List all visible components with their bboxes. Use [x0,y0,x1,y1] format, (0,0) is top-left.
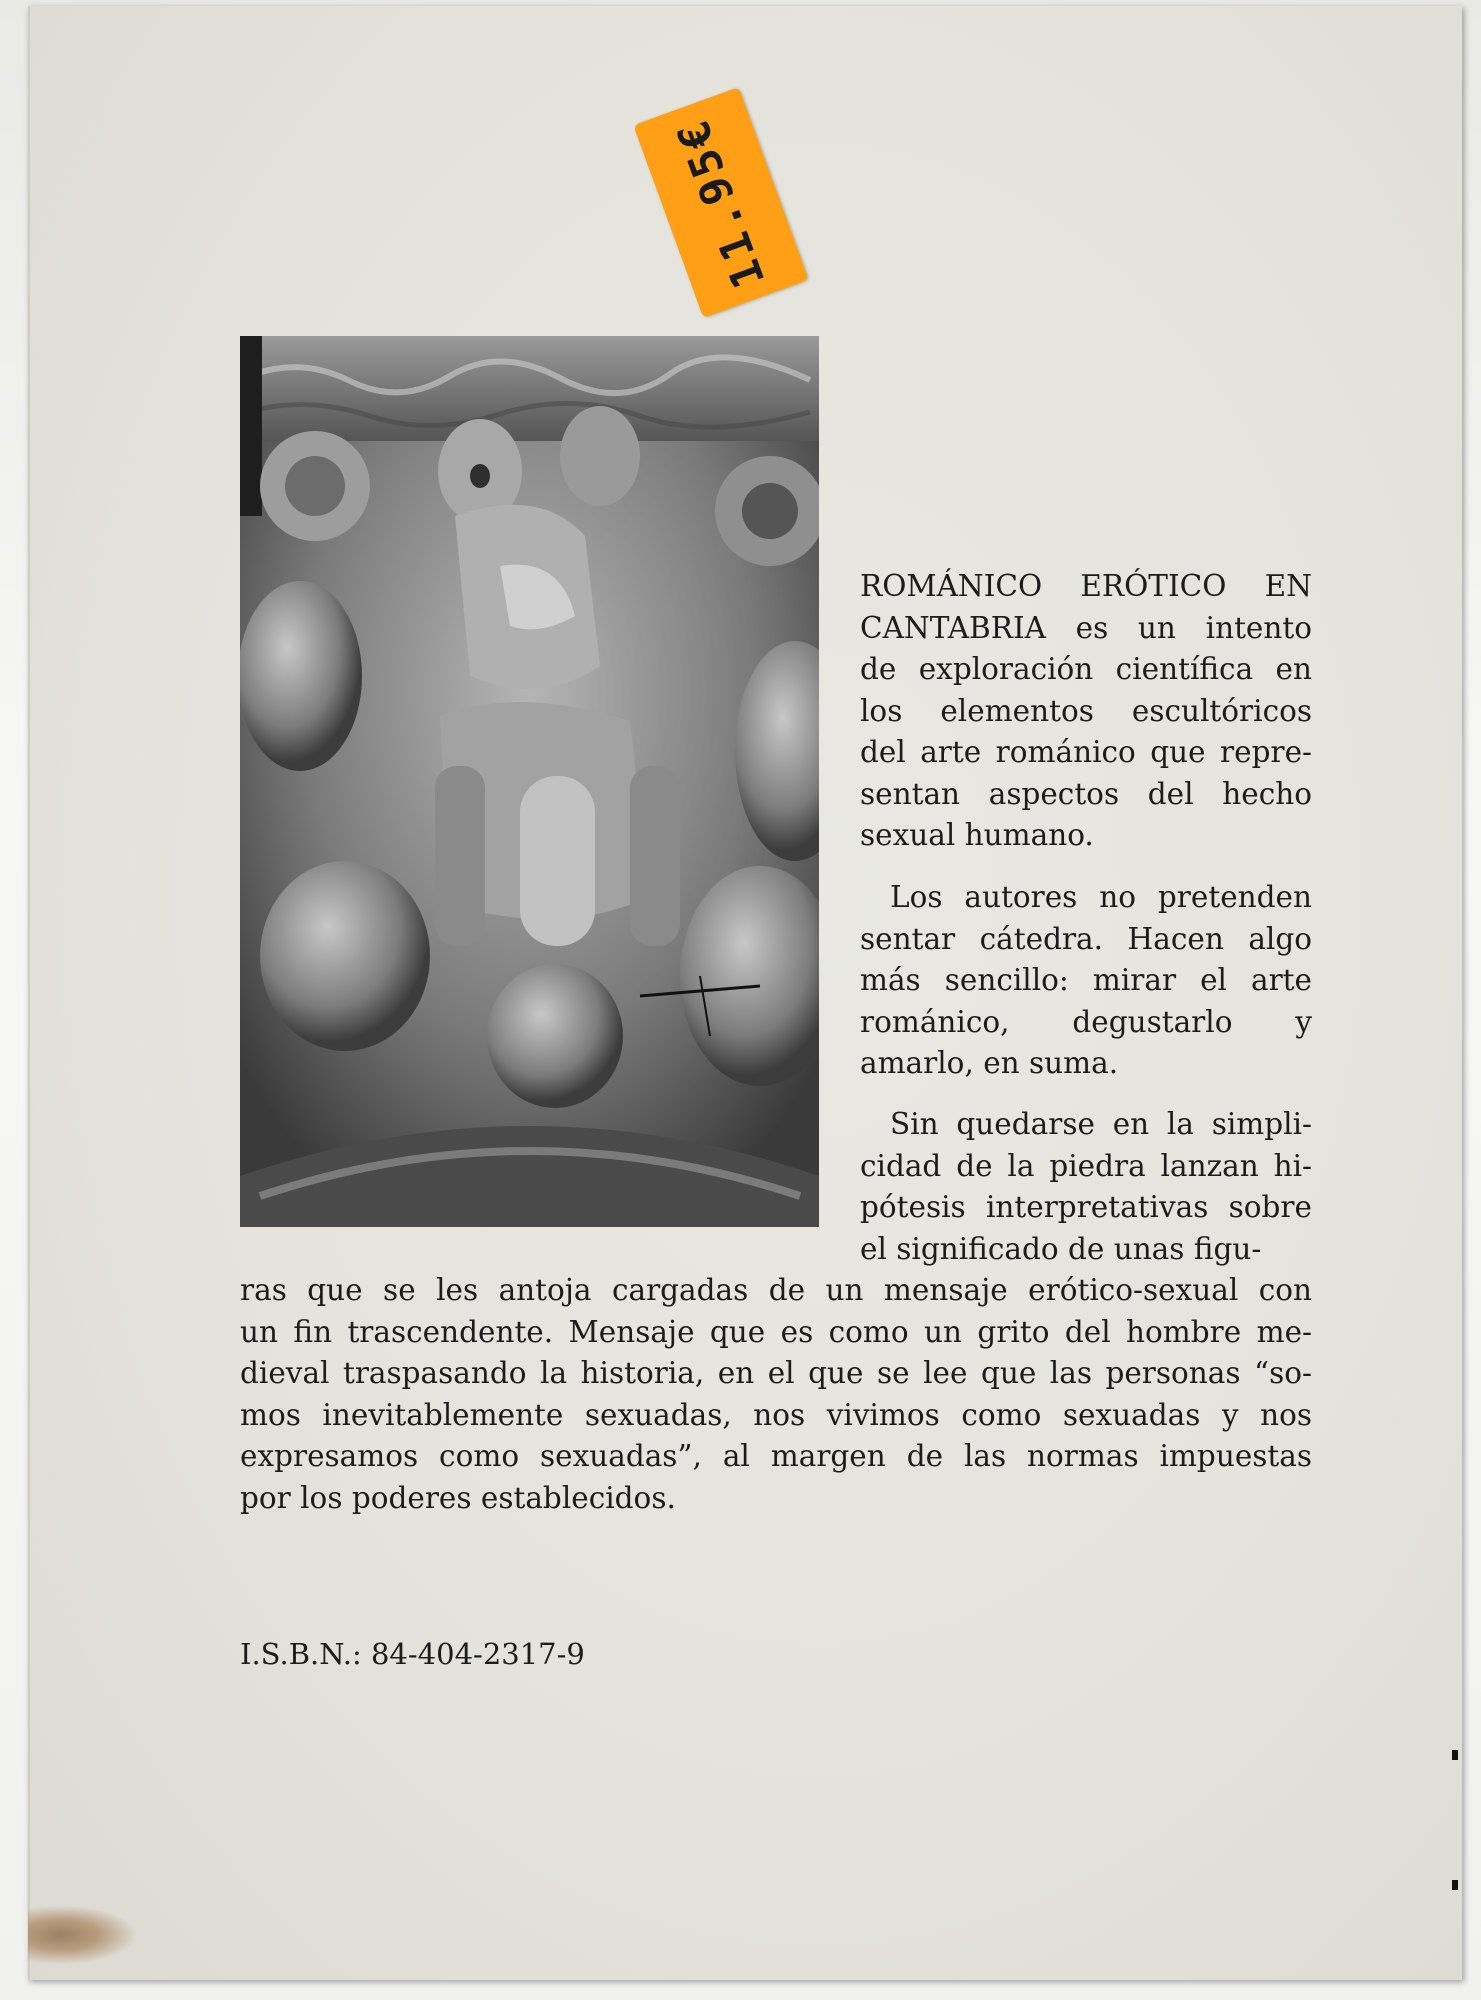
text-line: sexual humano. [860,818,1094,852]
text-line: amarlo, en suma. [860,1046,1119,1080]
isbn: I.S.B.N.: 84-404-2317-9 [240,1637,585,1671]
intro-paragraph [860,566,1312,857]
cover-stain [28,1905,138,1965]
text-line: Los autores no pretenden [890,880,1312,914]
text-line: CANTABRIA es un intento [860,610,1312,645]
text-line: el significado de unas figu- [860,1231,1262,1266]
second-paragraph [860,877,1312,1085]
text-line: sentar cátedra. Hacen algo [860,921,1312,956]
text-line: ROMÁNICO ERÓTICO EN [860,569,1312,603]
text-line: los elementos escultóricos [860,693,1312,728]
text-line: dieval traspasando la historia, en el que se lee que las personas “so- [240,1356,1312,1390]
text-line: ras que se les antoja cargadas de un mensaje erótico-sexual con [240,1273,1312,1307]
text-line: expresamos como sexuadas”, al margen de las normas impuestas [240,1439,1312,1473]
text-line: mos inevitablemente sexuadas, nos vivimos como sexuadas y nos [240,1397,1312,1432]
third-paragraph-full-width [240,1270,1312,1519]
text-line: pótesis interpretativas sobre [860,1190,1312,1224]
text-line: por los poderes establecidos. [240,1480,676,1515]
text-line: del arte románico que repre- [860,735,1312,769]
edge-mark [1452,1880,1458,1890]
price-text: 11.95€ [666,110,776,295]
text-line: cidad de la piedra lanzan hi- [860,1148,1312,1183]
text-line: sentan aspectos del hecho [860,776,1312,811]
text-line: de exploración científica en [860,652,1312,686]
text-line: Sin quedarse en la simpli- [890,1107,1312,1141]
text-line: un fin trascendente. Mensaje que es como un grito del hombre me- [240,1314,1312,1349]
romanesque-capital-icon [240,336,819,1227]
text-line: más sencillo: mirar el arte [860,963,1312,997]
third-paragraph-column [860,1104,1312,1270]
sculpture-photo [240,336,819,1227]
edge-mark [1452,1750,1458,1760]
text-line: románico, degustarlo y [860,1004,1312,1039]
